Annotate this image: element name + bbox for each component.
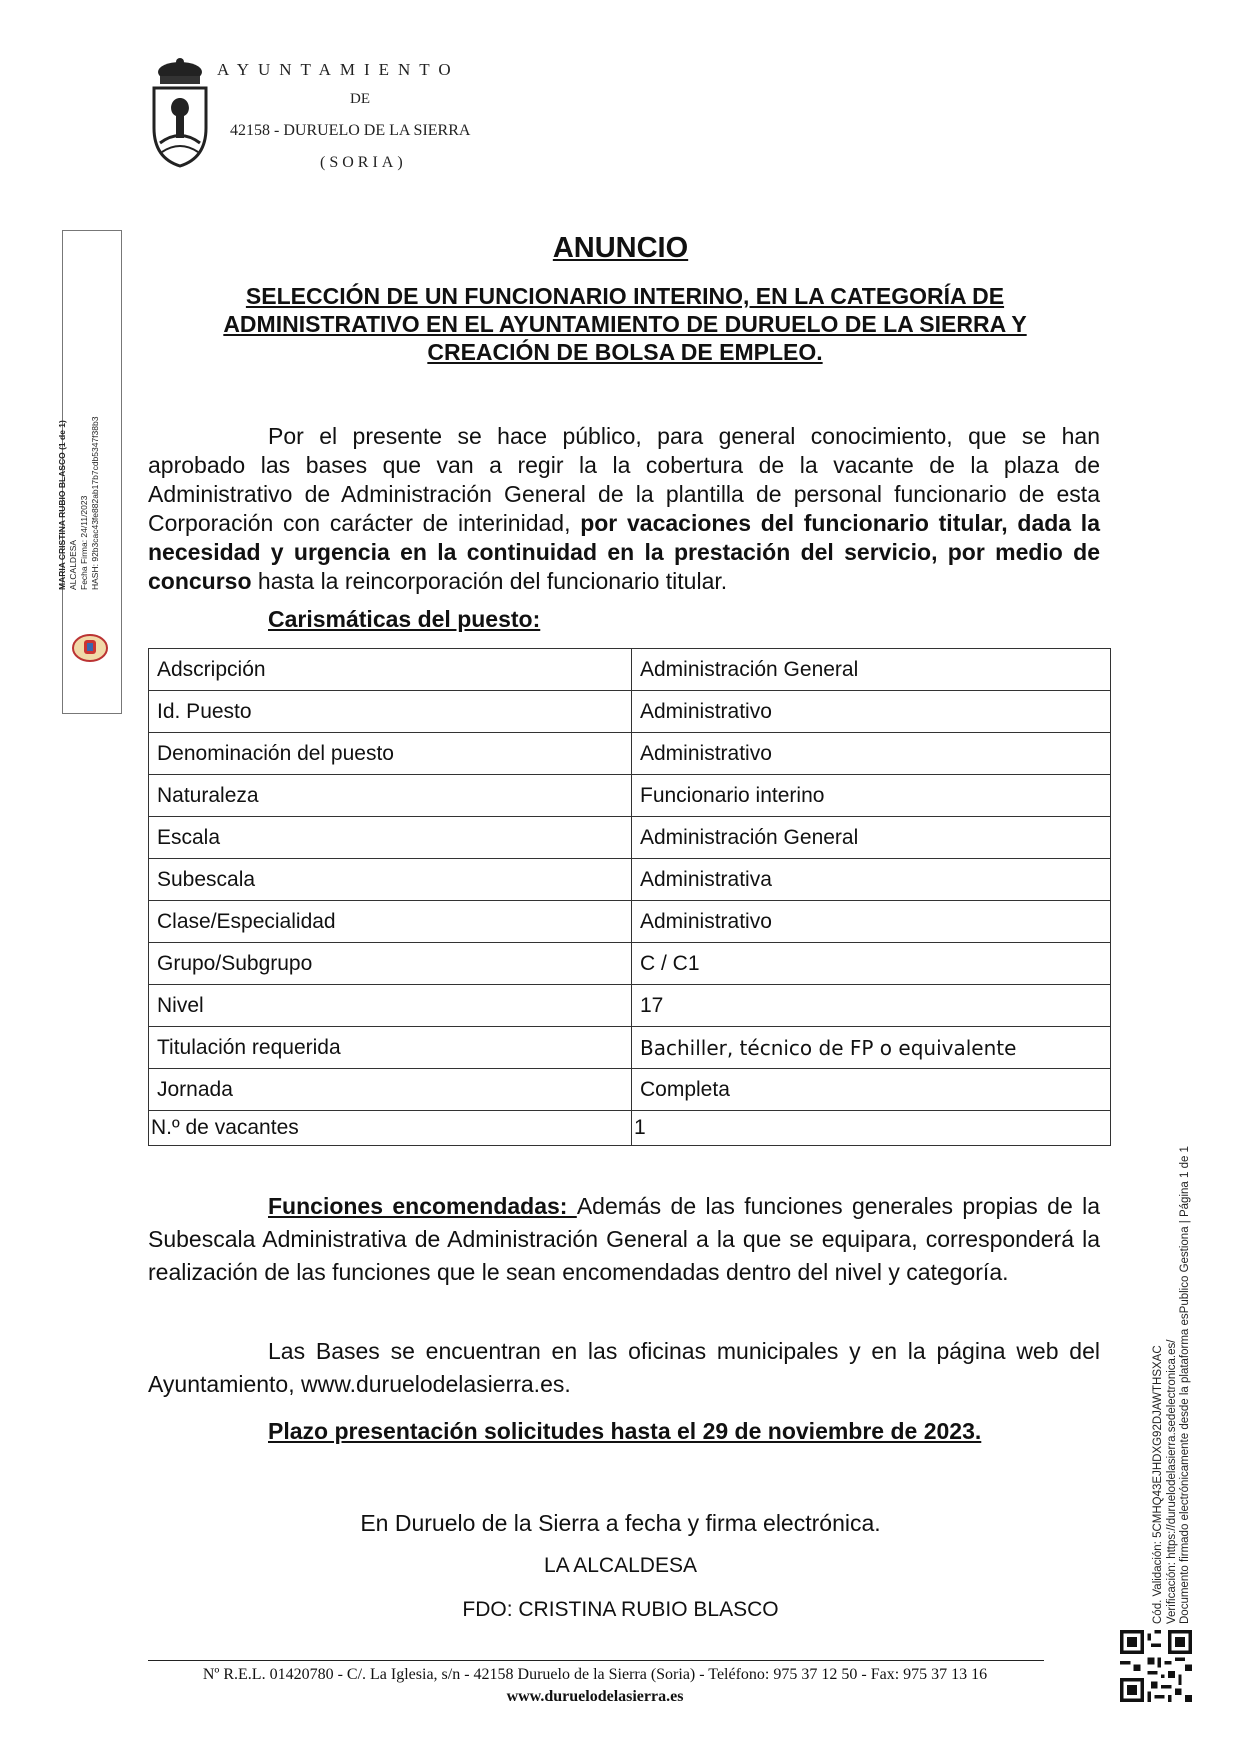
functions-paragraph bbox=[148, 1190, 1100, 1289]
intro-paragraph bbox=[148, 422, 1100, 596]
table-row bbox=[149, 775, 1111, 817]
table-cell-label: Id. Puesto bbox=[149, 691, 632, 733]
table-cell-label: Jornada bbox=[149, 1069, 632, 1111]
table-row bbox=[149, 1027, 1111, 1069]
table-cell-value: Funcionario interino bbox=[632, 775, 1111, 817]
intro-text-2: hasta la reincorporación del funcionario titular. bbox=[251, 568, 728, 594]
verification-platform: Documento firmado electrónicamente desde la plataforma esPublico Gestiona | Página 1 de 1 bbox=[1179, 1146, 1191, 1624]
table-cell-value: Completa bbox=[632, 1069, 1111, 1111]
verification-block bbox=[1152, 1064, 1193, 1624]
functions-lead: Funciones encomendadas: bbox=[268, 1193, 577, 1219]
table-row bbox=[149, 691, 1111, 733]
table-cell-label: Escala bbox=[149, 817, 632, 859]
intro-text-1: Por el presente se hace público, para general conocimiento, que se han aprobado las bases que van a regir la la cobertura de la vacante de la plaza de Administrativo de Administración General de la plantilla de personal funcionario de esta Corporación con carácter de interinidad, bbox=[148, 423, 1100, 536]
closing-place: En Duruelo de la Sierra a fecha y firma electrónica. bbox=[360, 1510, 881, 1536]
signature-seal-icon bbox=[70, 632, 110, 664]
closing-role: LA ALCALDESA bbox=[544, 1554, 697, 1577]
table-row bbox=[149, 1111, 1111, 1146]
signature-hash: HASH: 92b3cac43fe882ab17b7cdb5347f38b3 bbox=[90, 416, 100, 590]
table-cell-value: Administración General bbox=[632, 649, 1111, 691]
table-cell-label: Denominación del puesto bbox=[149, 733, 632, 775]
header-line-province: (SORIA) bbox=[320, 154, 407, 171]
table-cell-value: Bachiller, técnico de FP o equivalente bbox=[632, 1027, 1111, 1069]
footer-web: www.duruelodelasierra.es bbox=[506, 1688, 684, 1705]
table-row bbox=[149, 817, 1111, 859]
table-cell-label: Titulación requerida bbox=[149, 1027, 632, 1069]
closing-signer: FDO: CRISTINA RUBIO BLASCO bbox=[462, 1598, 779, 1621]
header-line-ayuntamiento: AYUNTAMIENTO bbox=[217, 60, 460, 79]
table-cell-label: Nivel bbox=[149, 985, 632, 1027]
table-cell-value: 17 bbox=[632, 985, 1111, 1027]
table-cell-label: Naturaleza bbox=[149, 775, 632, 817]
table-cell-value: C / C1 bbox=[632, 943, 1111, 985]
features-heading: Carismáticas del puesto: bbox=[268, 606, 541, 632]
signature-role: ALCALDESA bbox=[68, 539, 78, 590]
table-cell-value: Administrativo bbox=[632, 901, 1111, 943]
table-cell-label: Clase/Especialidad bbox=[149, 901, 632, 943]
table-row bbox=[149, 985, 1111, 1027]
table-cell-value: Administrativa bbox=[632, 859, 1111, 901]
table-row bbox=[149, 859, 1111, 901]
signature-name: MARIA CRISTINA RUBIO BLASCO (1 de 1) bbox=[57, 420, 67, 590]
table-cell-label: Adscripción bbox=[149, 649, 632, 691]
table-cell-label: N.º de vacantes bbox=[149, 1111, 632, 1146]
table-cell-label: Grupo/Subgrupo bbox=[149, 943, 632, 985]
signature-date: Fecha Firma: 24/11/2023 bbox=[79, 495, 89, 590]
post-features-table bbox=[148, 648, 1111, 1146]
table-row bbox=[149, 649, 1111, 691]
verification-url: Verificación: https://duruelodelasierra.sedelectronica.es/ bbox=[1165, 1339, 1178, 1624]
verification-code: Cód. Validación: 5CMHQ43EJHDXG92DJAWTHSXAC bbox=[1152, 1345, 1164, 1624]
table-cell-label: Subescala bbox=[149, 859, 632, 901]
intro-text-bold: por vacaciones del funcionario titular, dada la necesidad y urgencia en la continuidad en la prestación del servicio, por medio de concurso bbox=[148, 510, 1100, 594]
page-title: ANUNCIO bbox=[552, 232, 689, 264]
header-line-de: DE bbox=[350, 91, 370, 107]
footer-divider bbox=[148, 1660, 1044, 1661]
table-row bbox=[149, 733, 1111, 775]
signature-details bbox=[57, 370, 101, 590]
page-subtitle: SELECCIÓN DE UN FUNCIONARIO INTERINO, EN LA CATEGORÍA DE ADMINISTRATIVO EN EL AYUNTAMIENTO DE DURUELO DE LA SIERRA Y CREACIÓN DE BOLSA DE EMPLEO. bbox=[223, 283, 1027, 365]
table-cell-value: Administración General bbox=[632, 817, 1111, 859]
municipal-crest-icon bbox=[148, 58, 212, 168]
footer-address: Nº R.E.L. 01420780 - C/. La Iglesia, s/n - 42158 Duruelo de la Sierra (Soria) - Teléfono: 975 37 12 50 - Fax: 975 37 13 16 bbox=[202, 1666, 988, 1683]
header-line-address: 42158 - DURUELO DE LA SIERRA bbox=[230, 122, 471, 139]
table-cell-value: Administrativo bbox=[632, 691, 1111, 733]
bases-paragraph: Las Bases se encuentran en las oficinas municipales y en la página web del Ayuntamiento, www.duruelodelasierra.es. bbox=[148, 1338, 1100, 1397]
deadline-notice: Plazo presentación solicitudes hasta el 29 de noviembre de 2023. bbox=[268, 1418, 982, 1444]
table-cell-value: 1 bbox=[632, 1111, 1111, 1146]
qr-code-icon bbox=[1120, 1630, 1192, 1702]
table-row bbox=[149, 901, 1111, 943]
functions-text: Además de las funciones generales propias de la Subescala Administrativa de Administración General a la que se equipara, corresponderá la realización de las funciones que le sean encomendadas dentro del nivel y categoría. bbox=[148, 1193, 1100, 1285]
table-cell-value: Administrativo bbox=[632, 733, 1111, 775]
table-row bbox=[149, 943, 1111, 985]
table-row bbox=[149, 1069, 1111, 1111]
